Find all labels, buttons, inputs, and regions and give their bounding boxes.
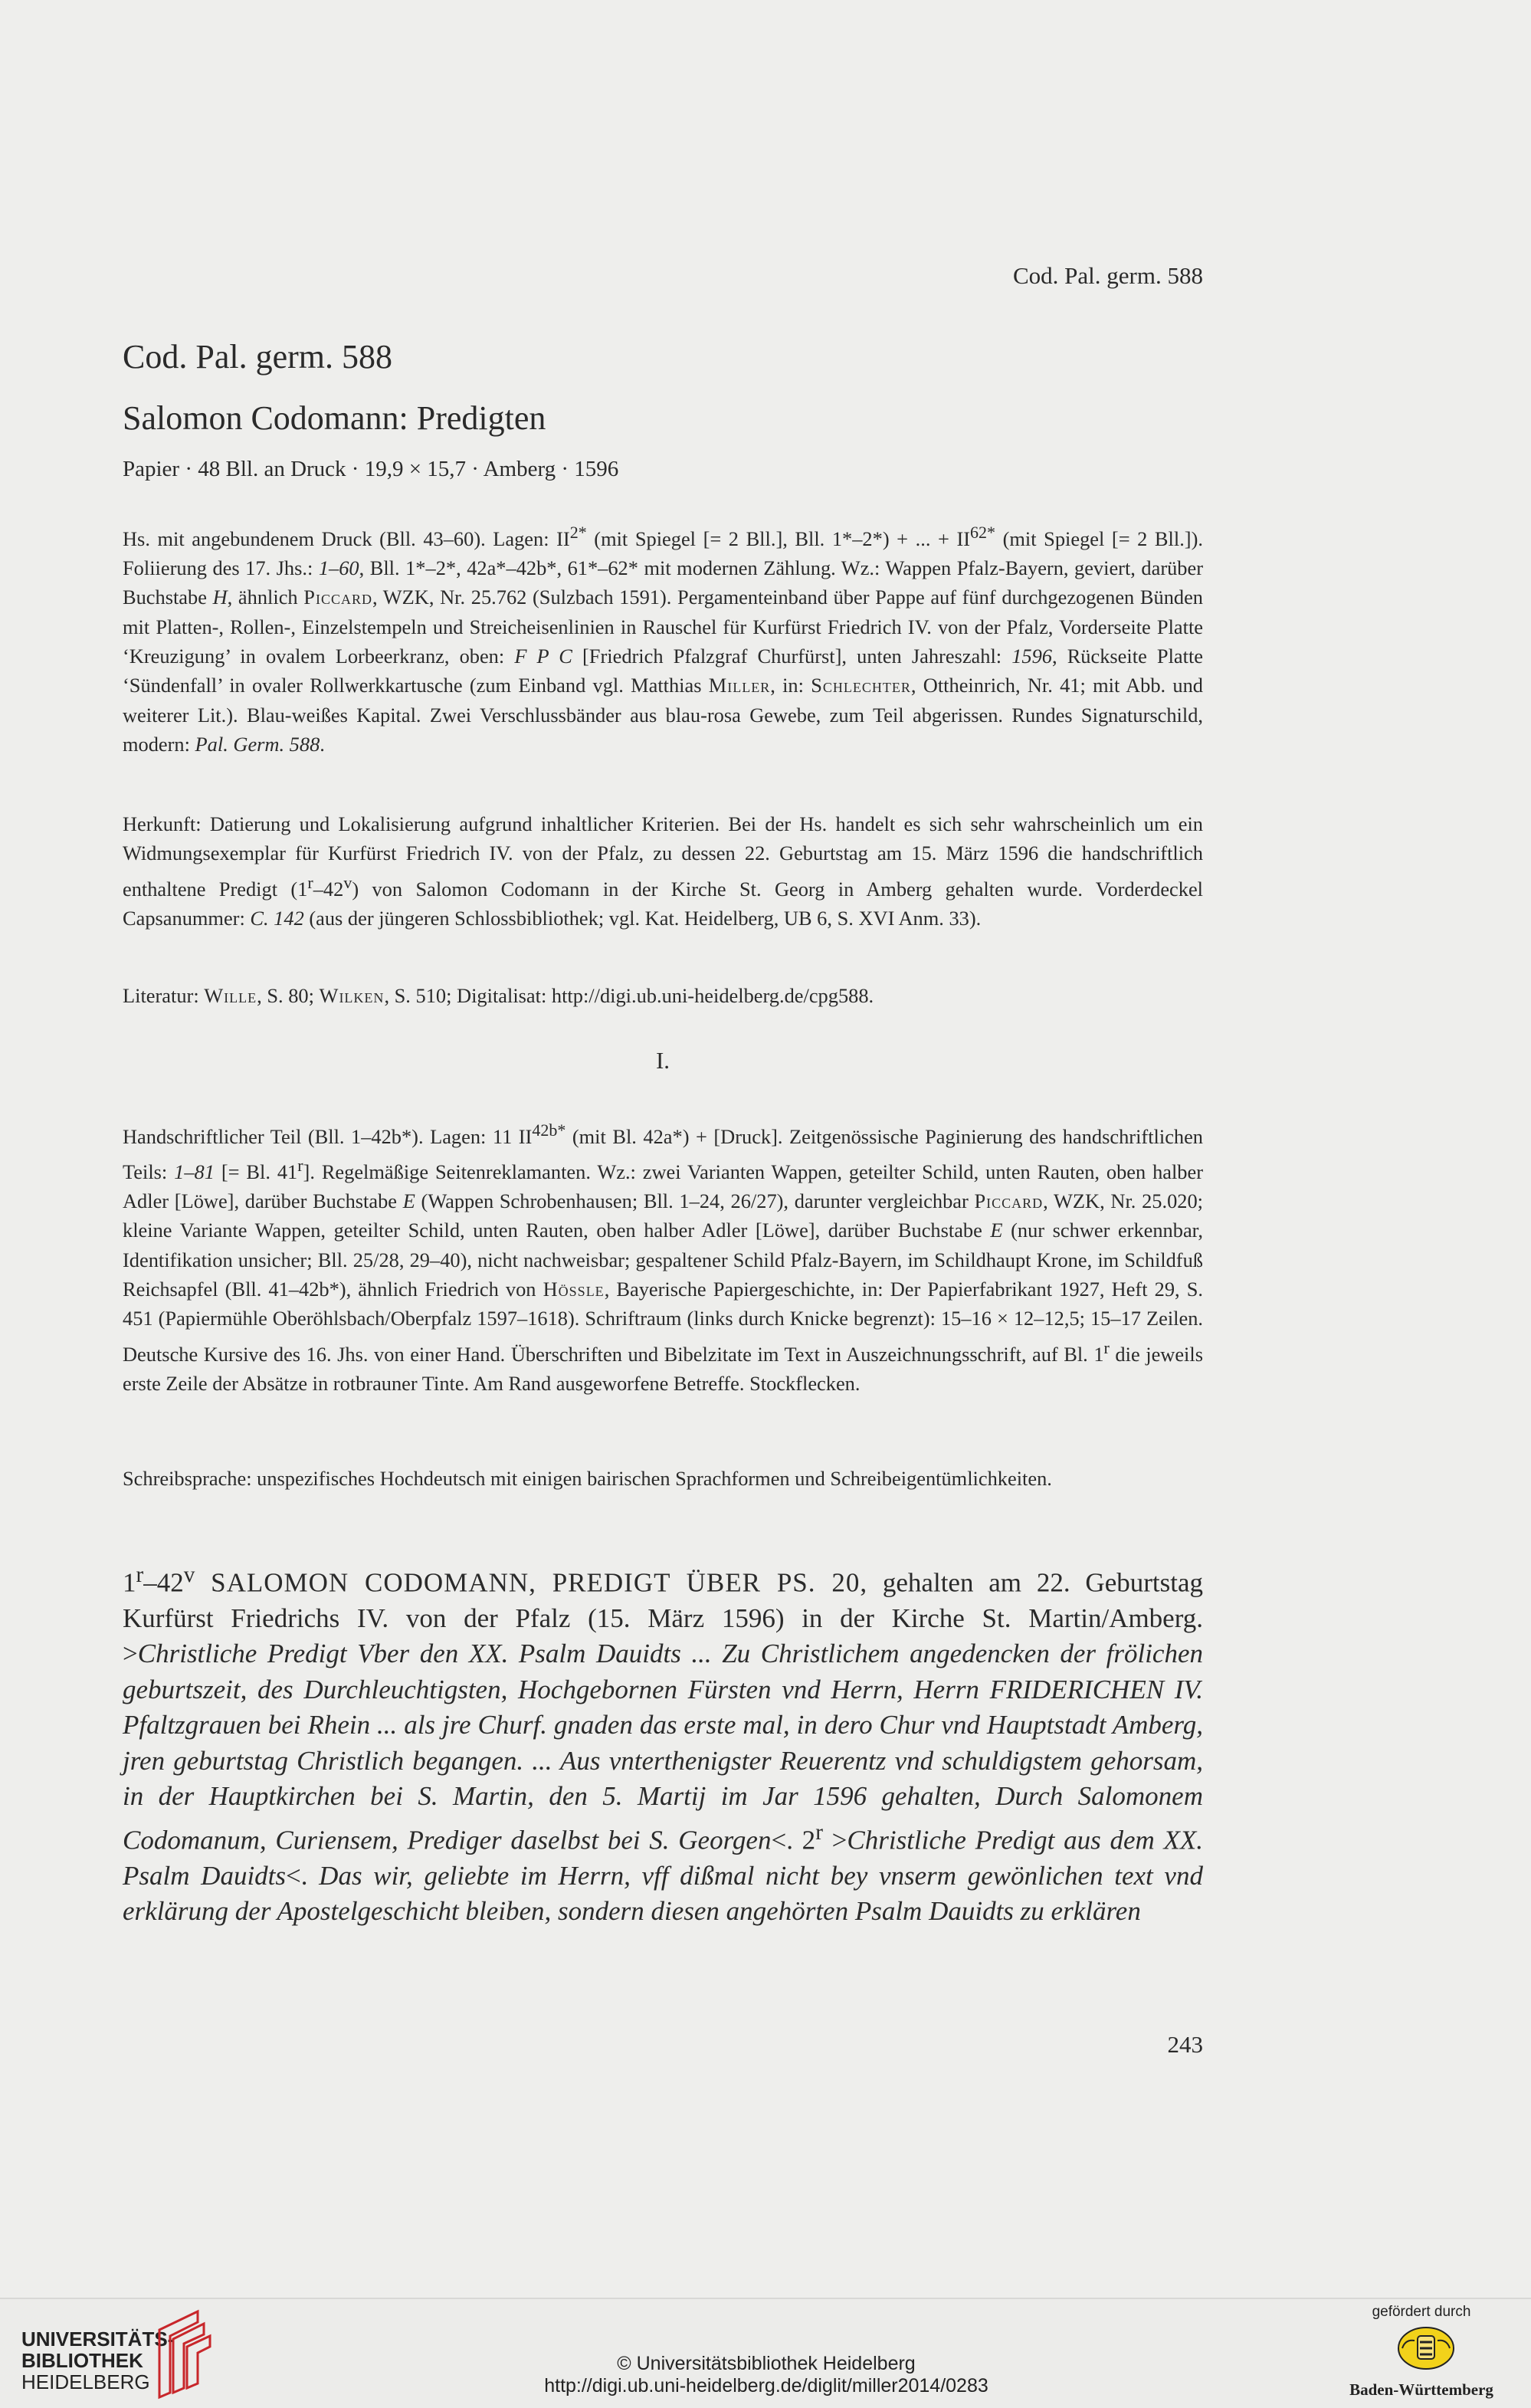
- shelfmark-heading: Cod. Pal. germ. 588: [123, 338, 392, 376]
- library-name-line3: HEIDELBERG: [21, 2370, 150, 2393]
- library-logo-icon: [153, 2308, 215, 2400]
- running-title: Cod. Pal. germ. 588: [1013, 262, 1203, 289]
- entry-meta: Papier · 48 Bll. an Druck · 19,9 × 15,7 · Amberg · 1596: [123, 457, 619, 481]
- physical-description: Hs. mit angebundenem Druck (Bll. 43–60). Lagen: $II^{2*}$ (mit Spiegel [= 2 Bll.], Bll. 1*–2*) + ... + $II^{62*}$ (mit Spiegel [= 2 Bll.]). Foliierung des 17. Jhs.: 1–60, Bll. 1*–2*, 42a*–42b*, 61*–62* mit modernen Zählung. Wz.: Wappen Pfalz-Bayern, geviert, darüber Buchstabe H, ähnlich Piccard, WZK, Nr. 25.762 (Sulzbach 1591). Pergamenteinband über Pappe auf fünf durchgezogenen Bünden mit Platten-, Rollen-, Einzelstempeln und Streicheisenlinien in Rauschel für Kurfürst Friedrich IV. von der Pfalz, Vorderseite Platte ‘Kreuzigung’ in ovalem Lorbeerkranz, oben: F P C [Friedrich Pfalzgraf Churfürst], unten Jahreszahl: 1596, Rückseite Platte ‘Sündenfall’ in ovaler Rollwerkkartusche (zum Einband vgl. Matthias Miller, in: Schlechter, Ottheinrich, Nr. 41; mit Abb. und weiterer Lit.). Blau-weißes Kapital. Zwei Verschlussbänder aus blau-rosa Gewebe, zum Teil abgerissen. Rundes Signaturschild, modern: Pal. Germ. 588.: [123, 523, 1203, 756]
- provenance-paragraph: Herkunft: Datierung und Lokalisierung aufgrund inhaltlicher Kriterien. Bei der Hs. handelt es sich sehr wahrscheinlich um ein Widmungsexemplar für Kurfürst Friedrich IV. von der Pfalz, zu dessen 22. Geburtstag am 15. März 1596 die handschriftlich enthaltene Predigt (1$^r$–42$^v$) von Salomon Codomann in der Kirche St. Georg in Amberg gehalten wurde. Vorderdeckel Capsanummer: C. 142 (aus der jüngeren Schlossbibliothek; vgl. Kat. Heidelberg, UB 6, S. XVI Anm. 33).: [123, 812, 1204, 930]
- library-logo-text[interactable]: [21, 2328, 174, 2393]
- copyright-text: © Universitätsbibliothek Heidelberg: [617, 2353, 916, 2374]
- content-transcription: 1$^r$–42$^v$ SALOMON CODOMANN, PREDIGT ÜBER PS. 20, gehalten am 22. Geburtstag Kurfürst Friedrichs IV. von der Pfalz (15. März 1596) in der Kirche St. Martin/Amberg. >Christliche Predigt Vber den XX. Psalm Dauidts ... Zu Christlichem angedencken der frölichen geburtszeit, des Durchleuchtigsten, Hochgebornen Fürsten vnd Herrn, Herrn FRIDERICHEN IV. Pfaltzgrauen bei Rhein ... als jre Churf. gnaden das erste mal, in dero Chur vnd Hauptstadt Amberg, jren geburtstag Christlich begangen. ... Aus vnterthenigster Reuerentz vnd schuldigstem gehorsam, in der Hauptkirchen bei S. Martin, den 5. Martij im Jar 1596 gehalten, Durch Salomonem Codomanum, Curiensem, Prediger daselbst bei S. Georgen<. $2^r$ >Christliche Predigt aus dem XX. Psalm Dauidts<. Das wir, geliebte im Herrn, vff dißmal nicht bey vnserm gewönlichen text vnd erklärung der Apostelgeschicht bleiben, sondern diesen angehörten Psalm Dauidts zu erklären: [123, 1563, 1203, 1926]
- library-name-line1: UNIVERSITÄTS-: [21, 2328, 175, 2351]
- permalink-url[interactable]: http://digi.ub.uni-heidelberg.de/diglit/miller2014/0283: [544, 2375, 988, 2397]
- manuscript-part-description: Handschriftlicher Teil (Bll. 1–42b*). Lagen: 11 $II^{42b*}$ (mit Bl. 42a*) + [Druck]. Zeitgenössische Paginierung des handschriftlichen Teils: 1–81 [= Bl. 41$^r$]. Regelmäßige Seitenreklamanten. Wz.: zwei Varianten Wappen, geteilter Schild, unten Rauten, oben halber Adler [Löwe], darüber Buchstabe E (Wappen Schrobenhausen; Bll. 1–24, 26/27), darunter vergleichbar Piccard, WZK, Nr. 25.020; kleine Variante Wappen, geteilter Schild, unten Rauten, oben halber Adler [Löwe], darüber Buchstabe E (nur schwer erkennbar, Identifikation unsicher; Bll. 25/28, 29–40), nicht nachweisbar; gespaltener Schild Pfalz-Bayern, im Schildhaupt Krone, im Schildfuß Reichsapfel (Bll. 41–42b*), ähnlich Friedrich von Hössle, Bayerische Papiergeschichte, in: Der Papierfabrikant 1927, Heft 29, S. 451 (Papiermühle Oberöhlsbach/Oberpfalz 1597–1618). Schriftraum (links durch Knicke begrenzt): 15–16 × 12–12,5; 15–17 Zeilen. Deutsche Kursive des 16. Jhs. von einer Hand. Überschriften und Bibelzitate im Text in Auszeichnungsschrift, auf Bl. 1$^r$ die jeweils erste Zeile der Absätze in rotbrauner Tinte. Am Rand ausgeworfene Betreffe. Stockflecken.: [123, 1120, 1204, 1395]
- section-numeral: I.: [655, 1047, 670, 1074]
- funder-name: Baden-Württemberg: [1349, 2380, 1493, 2399]
- library-name-line2: BIBLIOTHEK: [21, 2349, 143, 2372]
- baden-wuerttemberg-crest-icon: [1396, 2325, 1456, 2371]
- literature-paragraph: Literatur: Wille, S. 80; Wilken, S. 510; Digitalisat: http://digi.ub.uni-heidelberg.de/cpg588.: [123, 984, 874, 1007]
- language-paragraph: Schreibsprache: unspezifisches Hochdeutsch mit einigen bairischen Sprachformen und Schreibeigentümlichkeiten.: [123, 1467, 1052, 1490]
- footer-divider: [0, 2298, 1531, 2299]
- entry-title: Salomon Codomann: Predigten: [123, 399, 546, 437]
- funder-label: gefördert durch: [1372, 2304, 1471, 2320]
- page-number: 243: [1167, 2031, 1203, 2058]
- footer-credit: [490, 2353, 1042, 2397]
